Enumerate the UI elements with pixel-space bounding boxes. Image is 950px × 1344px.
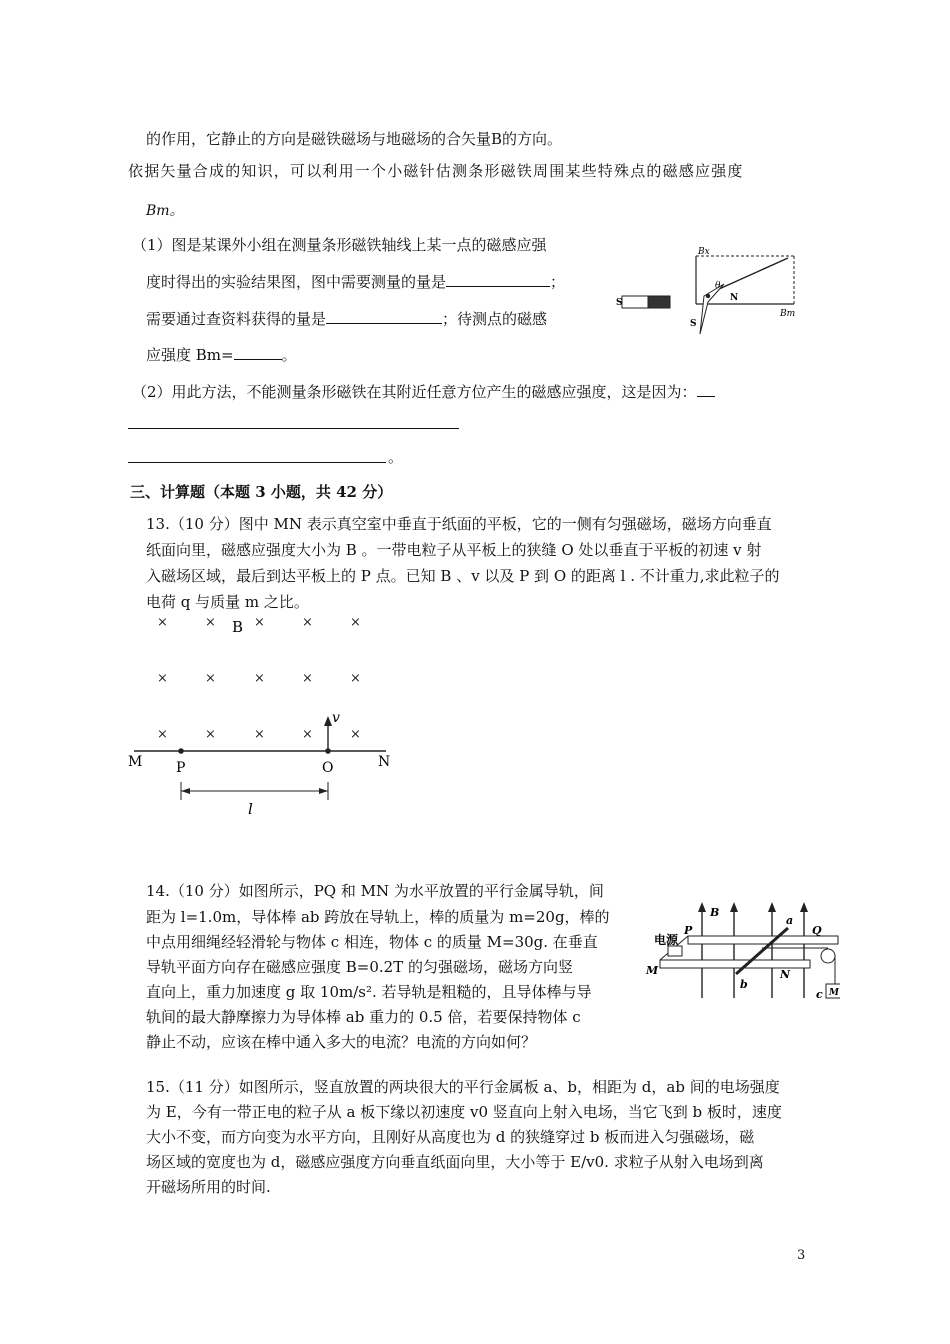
q14-figure <box>640 898 840 1008</box>
q15-line-3: 大小不变，而方向变为水平方向，且刚好从高度也为 d 的狭缝穿过 b 板而进入匀强磁场，磁 <box>146 1128 755 1146</box>
dimension-arrow-right <box>319 788 328 794</box>
field-cross: × <box>302 671 313 686</box>
q15-line-1: 15.（11 分）如图所示，竖直放置的两块很大的平行金属板 a、b，相距为 d，ab 间的电场强度 <box>146 1078 780 1096</box>
answer-blank-reason-start[interactable] <box>697 380 715 397</box>
label-b-field: B <box>710 906 720 919</box>
q13-line-1: 13.（10 分）图中 MN 表示真空室中垂直于纸面的平板，它的一侧有匀强磁场，磁场方向垂直 <box>146 515 772 533</box>
label-m: M <box>128 754 143 770</box>
q14-line-7: 静止不动，应该在棒中通入多大的电流？电流的方向如何？ <box>146 1033 537 1051</box>
label-m: M <box>646 964 659 977</box>
label-s-needle: S <box>690 319 697 329</box>
label-o: O <box>322 760 334 776</box>
answer-line-reason-1[interactable] <box>128 428 459 429</box>
label-mass: M <box>829 988 839 998</box>
q13-line-3: 入磁场区域，最后到达平板上的 P 点。已知 B 、v 以及 P 到 O 的距离 l . 不计重力,求此粒子的 <box>146 567 780 585</box>
answer-blank-measured[interactable] <box>446 270 550 287</box>
q14-line-4: 导轨平面方向存在磁感应强度 B=0.2T 的匀强磁场，磁场方向竖 <box>146 958 573 976</box>
pulley <box>821 949 835 963</box>
field-cross: × <box>302 727 313 742</box>
label-b: B <box>232 618 244 636</box>
label-l: l <box>248 800 253 818</box>
velocity-arrowhead <box>324 716 332 726</box>
q12-part1-line1: （1）图是某课外小组在测量条形磁铁轴线上某一点的磁感应强 <box>132 236 547 254</box>
field-cross: × <box>302 615 313 630</box>
q12-part1-line2-text: 度时得出的实验结果图，图中需要测量的量是 <box>146 273 447 291</box>
q14-line-6: 轨间的最大静摩擦力为导体棒 ab 重力的 0.5 倍，若要保持物体 c <box>146 1008 581 1026</box>
field-cross: × <box>157 671 168 686</box>
label-q: Q <box>812 924 822 937</box>
q14-line-3: 中点用细绳经轻滑轮与物体 c 相连，物体 c 的质量 M=30g. 在垂直 <box>146 933 598 951</box>
needle-pivot <box>706 294 710 298</box>
bar-magnet-s <box>622 296 648 308</box>
point-p <box>178 748 184 754</box>
label-b-rod: b <box>740 978 748 991</box>
q12-part1-line4-text: 应强度 Bm= <box>146 346 234 364</box>
label-c: c <box>816 988 823 1001</box>
q14-line-2: 距为 l=1.0m，导体棒 ab 跨放在导轨上，棒的质量为 m=20g，棒的 <box>146 908 610 926</box>
rail-mn <box>660 960 810 968</box>
rail-pq <box>688 936 838 944</box>
q12-part1-line4 <box>146 343 297 366</box>
q13-figure <box>120 608 410 820</box>
field-cross: × <box>157 615 168 630</box>
label-n: N <box>730 293 739 303</box>
field-cross: × <box>350 615 361 630</box>
dimension-arrow-left <box>181 788 190 794</box>
answer-blank-lookup[interactable] <box>326 307 442 324</box>
label-s-magnet: S <box>616 298 623 308</box>
label-theta: θ <box>715 281 721 291</box>
q12-part1-line2: 度时得出的实验结果图，图中需要测量的量是 ； <box>146 270 565 293</box>
field-cross: × <box>254 615 265 630</box>
page-number: 3 <box>797 1248 806 1263</box>
compass-needle <box>700 284 724 334</box>
label-p: P <box>176 760 186 776</box>
field-cross: × <box>350 727 361 742</box>
field-cross: × <box>254 727 265 742</box>
q13-line-2: 纸面向里，磁感应强度大小为 B 。一带电粒子从平板上的狭缝 O 处以垂直于平板的初速 v 射 <box>146 541 762 559</box>
label-a: a <box>786 914 794 927</box>
bar-magnet-n <box>648 296 670 308</box>
q15-line-5: 开磁场所用的时间. <box>146 1178 271 1196</box>
q13-line-4: 电荷 q 与质量 m 之比。 <box>146 593 309 611</box>
q14-line-1: 14.（10 分）如图所示，PQ 和 MN 为水平放置的平行金属导轨，间 <box>146 882 604 900</box>
q12-figure <box>612 244 812 344</box>
field-cross: × <box>157 727 168 742</box>
label-bx: Bx <box>698 247 710 257</box>
field-cross: × <box>350 671 361 686</box>
answer-blank-bm[interactable] <box>234 343 282 360</box>
intro-line-2: 依据矢量合成的知识，可以利用一个小磁针估测条形磁铁周围某些特殊点的磁感应强度 <box>128 162 744 180</box>
q12-part2 <box>132 380 715 403</box>
q12-part1-line3-text: 需要通过查资料获得的量是 <box>146 310 327 328</box>
q15-line-4: 场区域的宽度也为 d，磁感应强度方向垂直纸面向里，大小等于 E/v0. 求粒子从射入电场到离 <box>146 1153 764 1171</box>
q12-part1-line3 <box>146 307 547 330</box>
section-3-title: 三、计算题（本题 3 小题，共 42 分） <box>130 483 393 501</box>
q12-part2-text: （2）用此方法，不能测量条形磁铁在其附近任意方位产生的磁感应强度，这是因为： <box>132 383 697 401</box>
field-cross: × <box>205 727 216 742</box>
q12-end-mark: 。 <box>388 448 404 466</box>
label-power: 电源 <box>654 933 679 947</box>
q15-line-2: 为 E，今有一带正电的粒子从 a 板下缘以初速度 v0 竖直向上射入电场，当它飞到 b 板时，速度 <box>146 1103 782 1121</box>
field-cross: × <box>254 671 265 686</box>
intro-line-3: Bm。 <box>146 203 184 219</box>
label-p: P <box>684 924 693 937</box>
field-cross: × <box>205 671 216 686</box>
power-source-box <box>668 946 682 956</box>
intro-line-1: 的作用，它静止的方向是磁铁磁场与地磁场的合矢量B的方向。 <box>146 130 563 148</box>
label-n: N <box>378 754 391 770</box>
q14-line-5: 直向上，重力加速度 g 取 10m/s². 若导轨是粗糙的，且导体棒与导 <box>146 983 592 1001</box>
label-n: N <box>780 968 791 981</box>
q12-part1-line4-tail: 。 <box>281 346 297 364</box>
label-v: v <box>332 710 340 726</box>
label-bm: Bm <box>780 309 796 319</box>
q12-part1-line3-tail: ；待测点的磁感 <box>442 310 548 328</box>
field-cross: × <box>205 615 216 630</box>
answer-line-reason-2[interactable] <box>128 462 386 463</box>
